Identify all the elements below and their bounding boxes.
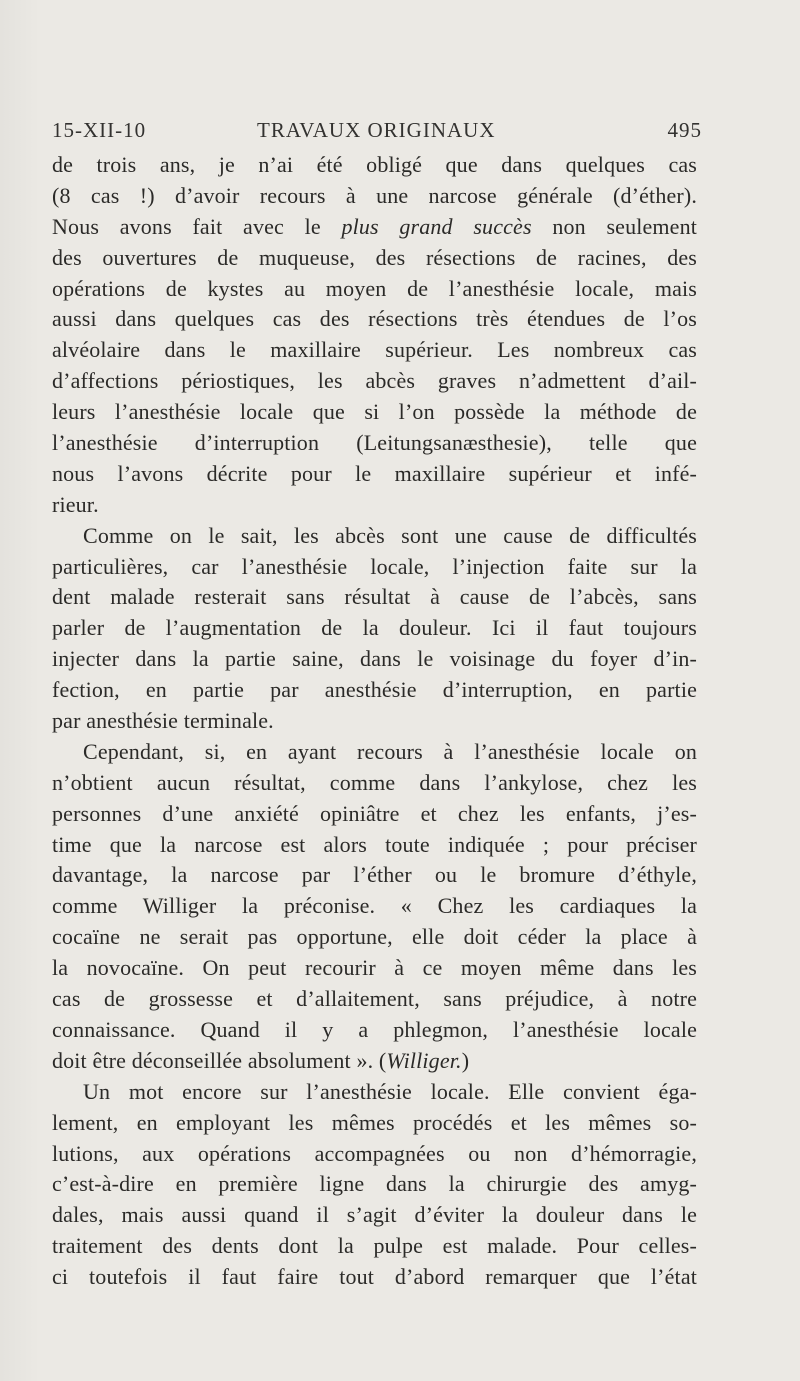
- text-line: [52, 582, 697, 613]
- text-line: [52, 860, 697, 891]
- text-segment: dales, mais aussi quand il s’agit d’éviter la douleur dans le: [52, 1202, 697, 1228]
- text-segment: lutions, aux opérations accompagnées ou non d’hémorragie,: [52, 1140, 697, 1166]
- text-line: [52, 243, 697, 274]
- text-segment: rieur.: [52, 491, 99, 517]
- text-segment: lement, en employant les mêmes procédés et les mêmes so-: [52, 1109, 697, 1135]
- text-segment: comme Williger la préconise. « Chez les cardiaques la: [52, 893, 697, 919]
- header-title: TRAVAUX ORIGINAUX: [257, 118, 496, 142]
- text-line: [52, 1046, 697, 1077]
- text-line: [52, 181, 697, 212]
- text-line: [52, 1139, 697, 1170]
- text-segment: Un mot encore sur l’anesthésie locale. Elle convient éga-: [83, 1078, 697, 1104]
- text-segment: particulières, car l’anesthésie locale, l’injection faite sur la: [52, 553, 697, 579]
- text-segment: fection, en partie par anesthésie d’interruption, en partie: [52, 677, 697, 703]
- text-line: [52, 891, 697, 922]
- text-segment: alvéolaire dans le maxillaire supérieur. Les nombreux cas: [52, 337, 697, 363]
- text-line: [52, 1231, 697, 1262]
- page-number: 495: [667, 118, 702, 142]
- text-line: [52, 830, 697, 861]
- italic-text: plus grand succès: [341, 213, 532, 239]
- text-segment: l’anesthésie d’interruption (Leitungsanæsthesie), telle que: [52, 430, 697, 456]
- text-segment: Cependant, si, en ayant recours à l’anesthésie locale on: [83, 738, 697, 764]
- text-segment: time que la narcose est alors toute indiquée ; pour préciser: [52, 831, 697, 857]
- text-line: [52, 552, 697, 583]
- text-line: [52, 1015, 697, 1046]
- text-segment: de trois ans, je n’ai été obligé que dans quelques cas: [52, 152, 697, 177]
- text-line: [52, 1169, 697, 1200]
- text-segment: personnes d’une anxiété opiniâtre et chez les enfants, j’es-: [52, 800, 697, 826]
- text-line: [52, 675, 697, 706]
- text-segment: leurs l’anesthésie locale que si l’on possède la méthode de: [52, 399, 697, 425]
- text-segment: par anesthésie terminale.: [52, 708, 274, 734]
- text-line: [52, 1077, 697, 1108]
- text-line: [52, 428, 697, 459]
- page-fold-shadow: [0, 0, 40, 1381]
- italic-text: Williger.: [386, 1047, 462, 1073]
- text-segment: connaissance. Quand il y a phlegmon, l’anesthésie locale: [52, 1016, 697, 1042]
- text-segment: non seulement: [531, 213, 697, 239]
- text-segment: la novocaïne. On peut recourir à ce moyen même dans les: [52, 955, 697, 981]
- text-segment: ci toutefois il faut faire tout d’abord remarquer que l’état: [52, 1264, 697, 1290]
- header-date: 15-XII-10: [52, 118, 147, 142]
- text-line: [52, 613, 697, 644]
- text-line: [52, 706, 697, 737]
- text-line: [52, 984, 697, 1015]
- text-segment: nous l’avons décrite pour le maxillaire supérieur et infé-: [52, 460, 697, 486]
- text-line: [52, 799, 697, 830]
- text-segment: Comme on le sait, les abcès sont une cause de difficultés: [83, 522, 697, 548]
- text-line: [52, 274, 697, 305]
- text-line: [52, 768, 697, 799]
- text-line: [52, 490, 697, 521]
- text-segment: doit être déconseillée absolument ». (: [52, 1047, 387, 1073]
- text-segment: (8 cas !) d’avoir recours à une narcose générale (d’éther).: [52, 182, 697, 208]
- text-segment: traitement des dents dont la pulpe est malade. Pour celles-: [52, 1233, 697, 1259]
- text-segment: dent malade resterait sans résultat à cause de l’abcès, sans: [52, 584, 697, 610]
- text-line: [52, 922, 697, 953]
- running-header: [52, 118, 702, 148]
- text-segment: cocaïne ne serait pas opportune, elle doit céder la place à: [52, 924, 697, 950]
- text-line: [52, 150, 697, 181]
- text-line: [52, 397, 697, 428]
- text-segment: ): [461, 1047, 470, 1073]
- text-line: [52, 737, 697, 768]
- text-segment: aussi dans quelques cas des résections très étendues de l’os: [52, 306, 697, 332]
- text-segment: opérations de kystes au moyen de l’anesthésie locale, mais: [52, 275, 697, 301]
- text-line: [52, 366, 697, 397]
- text-line: [52, 1262, 697, 1293]
- body-text: [52, 150, 697, 1293]
- text-segment: n’obtient aucun résultat, comme dans l’ankylose, chez les: [52, 769, 697, 795]
- text-segment: des ouvertures de muqueuse, des résections de racines, des: [52, 244, 697, 270]
- text-segment: injecter dans la partie saine, dans le voisinage du foyer d’in-: [52, 646, 697, 672]
- text-line: [52, 335, 697, 366]
- text-line: [52, 304, 697, 335]
- text-segment: cas de grossesse et d’allaitement, sans préjudice, à notre: [52, 986, 697, 1012]
- text-line: [52, 644, 697, 675]
- text-line: [52, 1200, 697, 1231]
- text-segment: Nous avons fait avec le: [52, 213, 342, 239]
- text-segment: d’affections périostiques, les abcès graves n’admettent d’ail-: [52, 368, 697, 394]
- text-line: [52, 1108, 697, 1139]
- text-line: [52, 459, 697, 490]
- text-line: [52, 212, 697, 243]
- text-segment: c’est-à-dire en première ligne dans la chirurgie des amyg-: [52, 1171, 697, 1197]
- text-line: [52, 521, 697, 552]
- text-segment: davantage, la narcose par l’éther ou le bromure d’éthyle,: [52, 862, 697, 888]
- text-segment: parler de l’augmentation de la douleur. Ici il faut toujours: [52, 615, 697, 641]
- text-line: [52, 953, 697, 984]
